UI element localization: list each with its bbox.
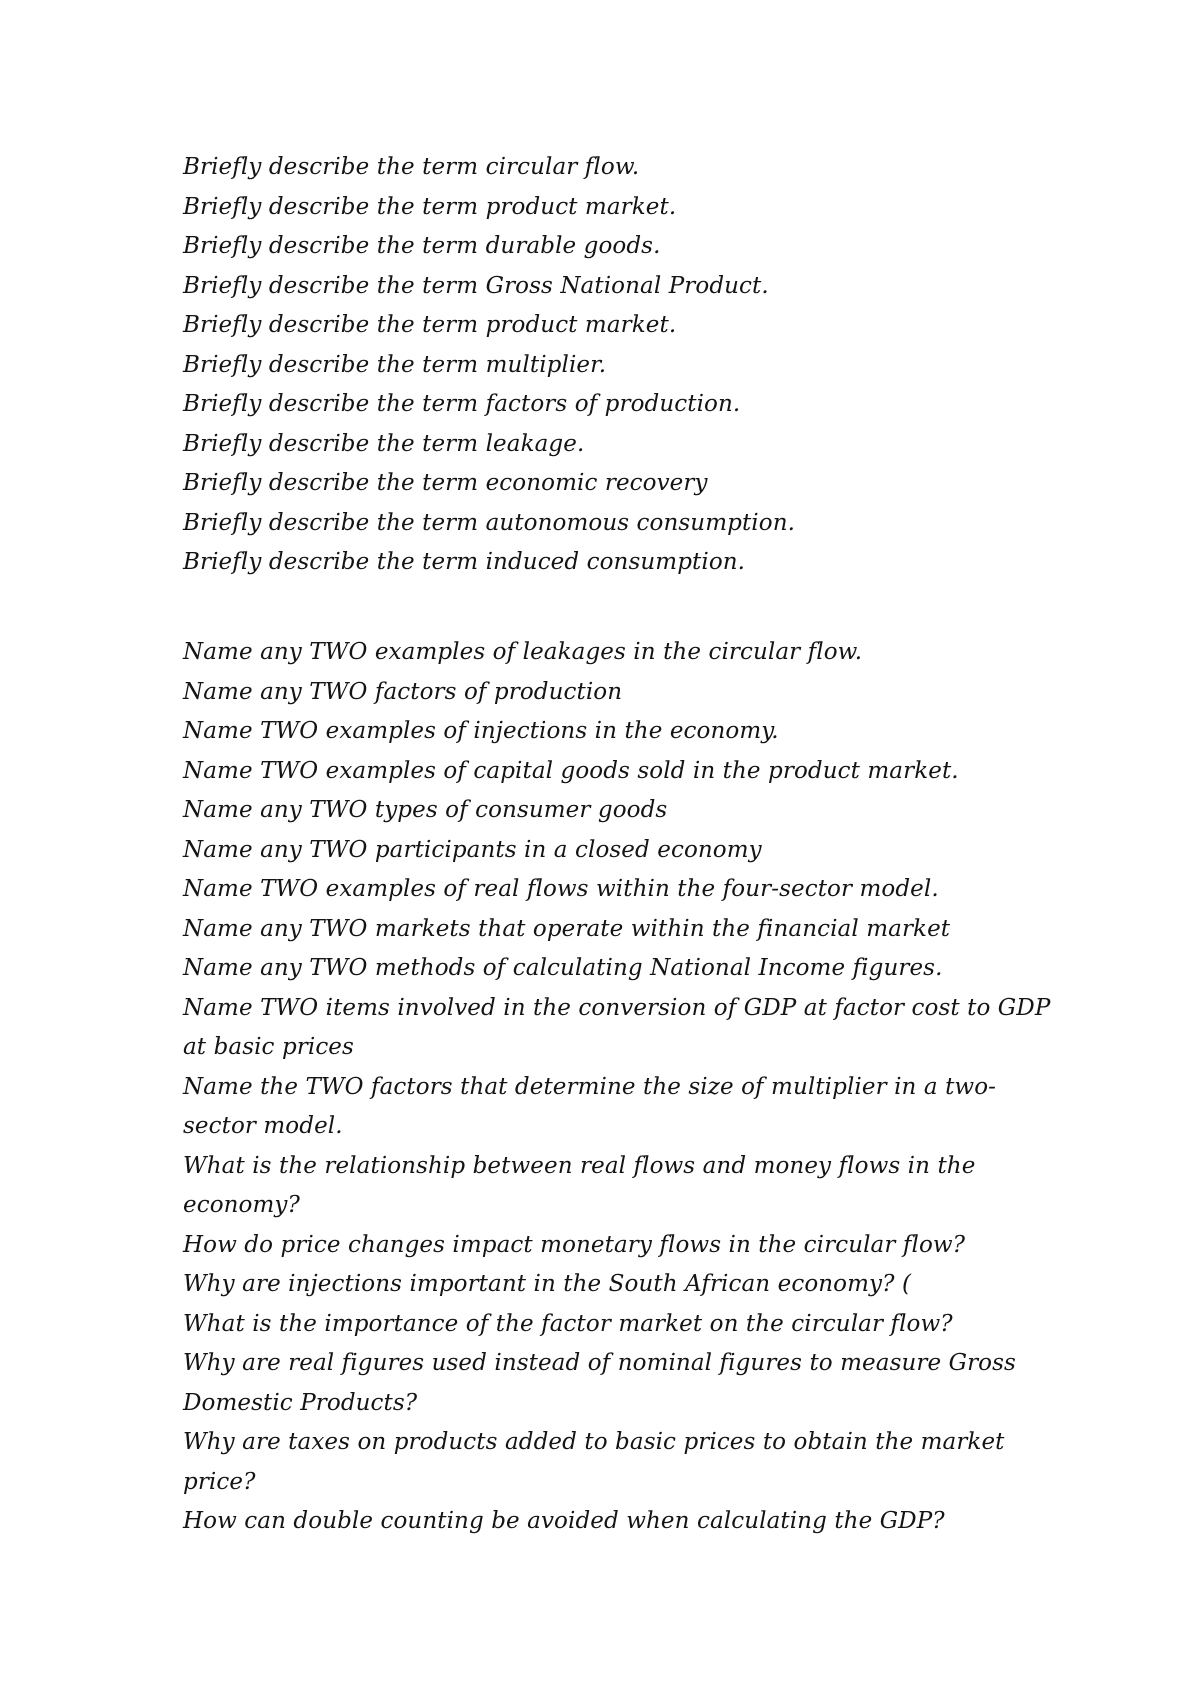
question-line: What is the importance of the factor market on the circular flow? [183, 1310, 953, 1337]
describe-question: Briefly describe the term product market. [183, 312, 677, 338]
question-line: Name TWO examples of capital goods sold in the product market. [183, 757, 959, 784]
describe-question: Briefly describe the term leakage. [183, 430, 585, 457]
question-line: Name TWO examples of real flows within the four-sector model. [183, 876, 939, 902]
question-line: economy? [183, 1192, 300, 1218]
question-line: price? [183, 1468, 256, 1495]
question-line: Why are injections important in the South African economy? ( [183, 1271, 912, 1297]
question-line: Name any TWO types of consumer goods [183, 797, 668, 823]
question-line: Name any TWO markets that operate within the financial market [183, 915, 951, 942]
describe-question: Briefly describe the term durable goods. [183, 233, 661, 259]
question-line: Name any TWO factors of production [183, 678, 623, 705]
describe-questions-list [183, 148, 1063, 583]
other-questions-list [183, 633, 1063, 1542]
describe-question: Briefly describe the term economic recovery [183, 470, 708, 496]
describe-question: Briefly describe the term multiplier. [183, 351, 607, 378]
describe-question: Briefly describe the term product market. [183, 193, 677, 220]
describe-question: Briefly describe the term Gross National Product. [183, 272, 769, 299]
question-line: sector model. [183, 1113, 343, 1139]
question-line: Domestic Products? [183, 1389, 418, 1416]
question-line: Name any TWO participants in a closed economy [183, 836, 762, 863]
question-line: at basic prices [183, 1034, 354, 1060]
describe-question: Briefly describe the term autonomous consumption. [183, 509, 796, 536]
question-line: Name TWO items involved in the conversion of GDP at factor cost to GDP [183, 994, 1051, 1021]
describe-question: Briefly describe the term induced consumption. [183, 549, 746, 575]
question-line: Name TWO examples of injections in the economy. [183, 718, 779, 744]
describe-question: Briefly describe the term factors of production. [183, 391, 741, 417]
question-line: How do price changes impact monetary flows in the circular flow? [183, 1231, 966, 1258]
question-line: What is the relationship between real flows and money flows in the [183, 1152, 976, 1179]
question-line: Why are real figures used instead of nominal figures to measure Gross [183, 1350, 1016, 1376]
question-line: How can double counting be avoided when calculating the GDP? [183, 1508, 945, 1534]
describe-question: Briefly describe the term circular flow. [183, 154, 640, 180]
question-line: Name any TWO methods of calculating National Income figures. [183, 955, 943, 981]
question-line: Name the TWO factors that determine the size of multiplier in a two- [183, 1073, 997, 1100]
question-line: Why are taxes on products added to basic prices to obtain the market [183, 1429, 1005, 1455]
question-line: Name any TWO examples of leakages in the circular flow. [183, 639, 863, 665]
